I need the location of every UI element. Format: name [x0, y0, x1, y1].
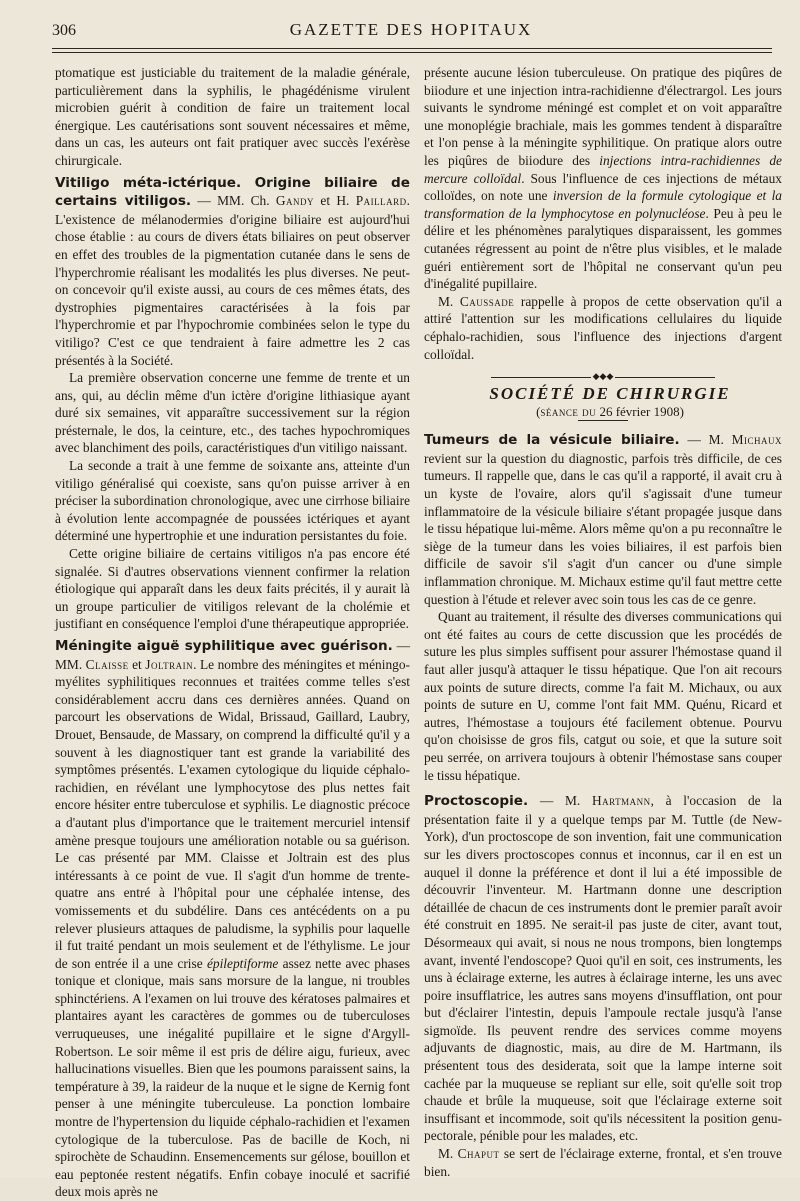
article-title-tumeurs: Tumeurs de la vésicule biliaire.	[424, 432, 680, 449]
left-column	[55, 64, 410, 1201]
paragraph: La seconde a trait à une femme de soixante ans, atteinte d'un vitiligo généralisé qui coexiste, sans qu'on puisse arriver à en préciser la subordination chronologique, avec une cirrhose biliaire à évolution lente accompagnée de poussées ictériques et ayant déterminé une hypertrophie et une induration persistantes du foie.	[55, 458, 410, 544]
header-rule-bottom	[52, 52, 772, 53]
paragraph-caussade: M. Caussade rappelle à propos de cette observation qu'il a attiré l'attention sur les modifications cellulaires du liquide céphalo-rachidien, sous l'influence des injections d'argent colloïdal.	[424, 293, 782, 362]
article-title-vitiligo: Vitiligo méta-ictérique. Origine biliaire de certains vitiligos.	[55, 174, 410, 210]
paragraph: Cette origine biliaire de certains vitiligos n'a pas encore été signalée. Si d'autres observations viennent confirmer la relation étiologique qui apparaît dans les deux faits précités, il y aurait là un groupe particulier de vitiligos relevant de la cholémie et justifiant en conséquence l'emploi d'une thérapeutique appropriée.	[55, 546, 410, 632]
page-number: 306	[52, 22, 76, 39]
paragraph: Quant au traitement, il résulte des diverses communications qui ont été faites au cours de cette discussion que les procédés de suture les plus simples suffisent pour assurer l'hémostase quand il faut aller jusqu'à attaquer le tissu hépatique. Que l'on ait recours aux points de suture directs, comme l'a fait M. Michaux, ou aux points de suture en U, comme l'ont fait MM. Quénu, Ricard et autres, l'hémostase a toujours été facilement obtenue. Pourvu qu'on choisisse de gros fils, catgut ou soie, et que la suture soit peu serrée, on arrivera toujours à obtenir l'hémostase sans couper le tissu hépatique.	[424, 609, 782, 783]
short-divider	[578, 420, 628, 421]
session-date: (séance du 26 février 1908)	[536, 403, 684, 419]
article-title-meningite: Méningite aiguë syphilitique avec guérison.	[55, 638, 393, 654]
right-column	[424, 64, 782, 1180]
article-meningite: Méningite aiguë syphilitique avec guérison. — MM. Claisse et Joltrain. Le nombre des méningites et méningo-myélites syphilitiques reconnues et traitées comme telles s'est considérablement accru dans ces dernières années. Quand on parcourt les observations de Widal, Brissaud, Gaillard, Laubry, Drouet, Bensaude, de Massary, on comprend la difficulté qu'il y a souvent à les diagnostiquer tant est grande la variabilité des symptômes présentés. L'examen cytologique du liquide céphalo-rachidien, en révélant une lymphocytose des plus nettes fait encore hésiter entre tuberculose et syphilis. Le diagnostic précoce a d'autant plus d'importance que le traitement mercuriel intensif amène presque toujours une amélioration notable ou sa guérison. Le cas présenté par MM. Claisse et Joltrain est des plus intéressants à ce point de vue. Il s'agit d'un homme de trente-quatre ans entré à l'hôpital pour une céphalée intense, des vomissements et du subdélire. Dans ces antécédents on a pu relever plusieurs attaques de paludisme, la syphilis pour laquelle il fut traité pendant un mois seulement et de l'éthylisme. Le jour de son entrée il a une crise épileptiforme assez nette avec phases tonique et clonique, mais sans morsure de la langue, ni troubles sphinctériens. A l'examen on lui trouve des kératoses palmaires et plantaires ayant les caractères de gommes ou de tuberculoses verruqueuses, une inégalité pupillaire et le signe d'Argyll-Robertson. Le soir même il est pris de délire aigu, furieux, avec hallucinations visuelles. Bien que les poumons paraissent sains, la température à 39, la raideur de la nuque et le signe de Kernig font penser à une méningite tuberculeuse. La ponction lombaire montre de l'hypertension du liquide céphalo-rachidien et l'examen cytologique de la tuberculose. Pas de bacille de Koch, ni spirochète de Schaudinn. Ensemencements sur gélose, bouillon et eau peptonée restent négatifs. Enfin cobaye inoculé et sacrifié deux mois après ne	[55, 638, 411, 1200]
article-tumeurs: Tumeurs de la vésicule biliaire. — M. Michaux revient sur la question du diagnostic, parfois très difficile, de ces tumeurs. Il rappelle que, dans le cas qu'il a rapporté, il avait cru à un kyste de l'ovaire, alors qu'il s'agissait d'une tumeur inflammatoire de la vésicule biliaire s'étant propagée jusque dans le tissu hépatique lui-même. Alors même qu'on a pu reconnaître le siège de la tumeur dans les voies biliaires, il est parfois bien difficile de savoir s'il s'agit d'un cancer ou d'une simple inflammation chronique. M. Michaux estime qu'il faut mettre cette question à l'étude et relever avec soin tous les cas de ce genre.	[424, 432, 782, 607]
paragraph-continuation: ptomatique est justiciable du traitement de la maladie générale, particulièrement dans la syphilis, le phagédénisme virulent microbien guérit à condition de faire un traitement local énergique. Les cautérisations sont souvent nécessaires et même, dans un cas, les auteurs ont fait pratiquer avec succès l'exérèse chirurgicale.	[55, 65, 410, 168]
header-rule-top	[52, 48, 772, 49]
society-heading: SOCIÉTÉ DE CHIRURGIE	[489, 384, 731, 404]
article-vitiligo: Vitiligo méta-ictérique. Origine biliaire de certains vitiligos. — MM. Ch. Gandy et H. Paillard. L'existence de mélanodermies d'origine biliaire est aujourd'hui chose établie : au cours de divers états biliaires on peut observer en effet des troubles de la pigmentation cutanée dans le sens de l'hyperchromie réalisant les modalités les plus diverses. Ne peut-on concevoir qu'il existe aussi, au cours de ces mêmes états, des dystrophies pigmentaires caractérisées à la fois par l'hyperchromie et par l'hypochromie combinées selon le type du vitiligo? C'est ce que tendraient à faire admettre les 2 cas présentés à la Société.	[55, 174, 410, 368]
journal-title: GAZETTE DES HOPITAUX	[289, 20, 533, 39]
paragraph-chaput: M. Chaput se sert de l'éclairage externe, frontal, et s'en trouve bien.	[424, 1146, 782, 1179]
page-header	[52, 20, 770, 44]
paragraph: La première observation concerne une femme de trente et un ans, qui, au déclin même d'un ictère d'origine lithiasique ayant duré six semaines, vit apparaître successivement sur la région présternale, le dos, la ceinture, etc., des taches hypochromiques avec blanchiment des poils, caractéristiques d'un vitiligo naissant.	[55, 370, 410, 456]
article-title-proctoscopie: Proctoscopie.	[424, 793, 529, 810]
paragraph-continuation: présente aucune lésion tuberculeuse. On pratique des piqûres de biiodure et une injection intra-rachidienne d'électrargol. Les jours suivants le syndrome méningé est complet et on voit apparaître une monoplégie brachiale, mais les gommes tendent à disparaître et l'on pense à la méningite syphilitique. On pratique alors outre les piqûres de biiodure des injections intra-rachidiennes de mercure colloïdal. Sous l'influence de ces injections de métaux colloïdes, on note une inversion de la formule cytologique et la transformation de la lymphocytose en polynucléose. Peu à peu le délire et les phénomènes paralytiques disparaissent, les gommes cutanées régressent au point de n'être plus visibles, et le malade guéri entièrement sort de l'hôpital ne conservant qu'un peu d'inégalité pupillaire.	[424, 65, 783, 292]
article-proctoscopie: Proctoscopie. — M. Hartmann, à l'occasion de la présentation faite il y a quelque temps par M. Tuttle (de New-York), d'un proctoscope de son invention, fait une communication sur les divers proctoscopes connus et inconnus, car il en est un auquel il donne la préférence et dont il lui a été impossible de découvrir l'inventeur. M. Hartmann donne une description détaillée de chacun de ces instruments dont le premier paraît avoir été construit en 1895. Ne serait-il pas juste de citer, avant tout, Désormeaux qui avait, si nous ne nous trompons, bien longtemps avant, inventé l'endoscope? Quoi qu'il en soit, ces instruments, les uns à éclairage externe, les autres à éclairage interne, les uns avec poire insufflatrice, les autres sans moyens d'insufflation, ont pour but d'éclairer l'intestin, depuis l'ampoule rectale jusqu'à l'anse sigmoïde. Ils peuvent rendre des services comme moyens adjuvants de diagnostic, mais, au dire de M. Hartmann, ils présentent tous des desiderata, soit que la lampe interne soit cachée par la muqueuse se repliant sur elle, soit qu'elle soit trop chaude et brûle la muqueuse, soit que l'éclairage externe soit insuffisant et incommode, soit qu'ils nécessitent la position genu-pectorale, pénible pour les malades, etc.	[424, 793, 782, 1144]
section-ornament: ◆◆◆	[424, 367, 782, 375]
